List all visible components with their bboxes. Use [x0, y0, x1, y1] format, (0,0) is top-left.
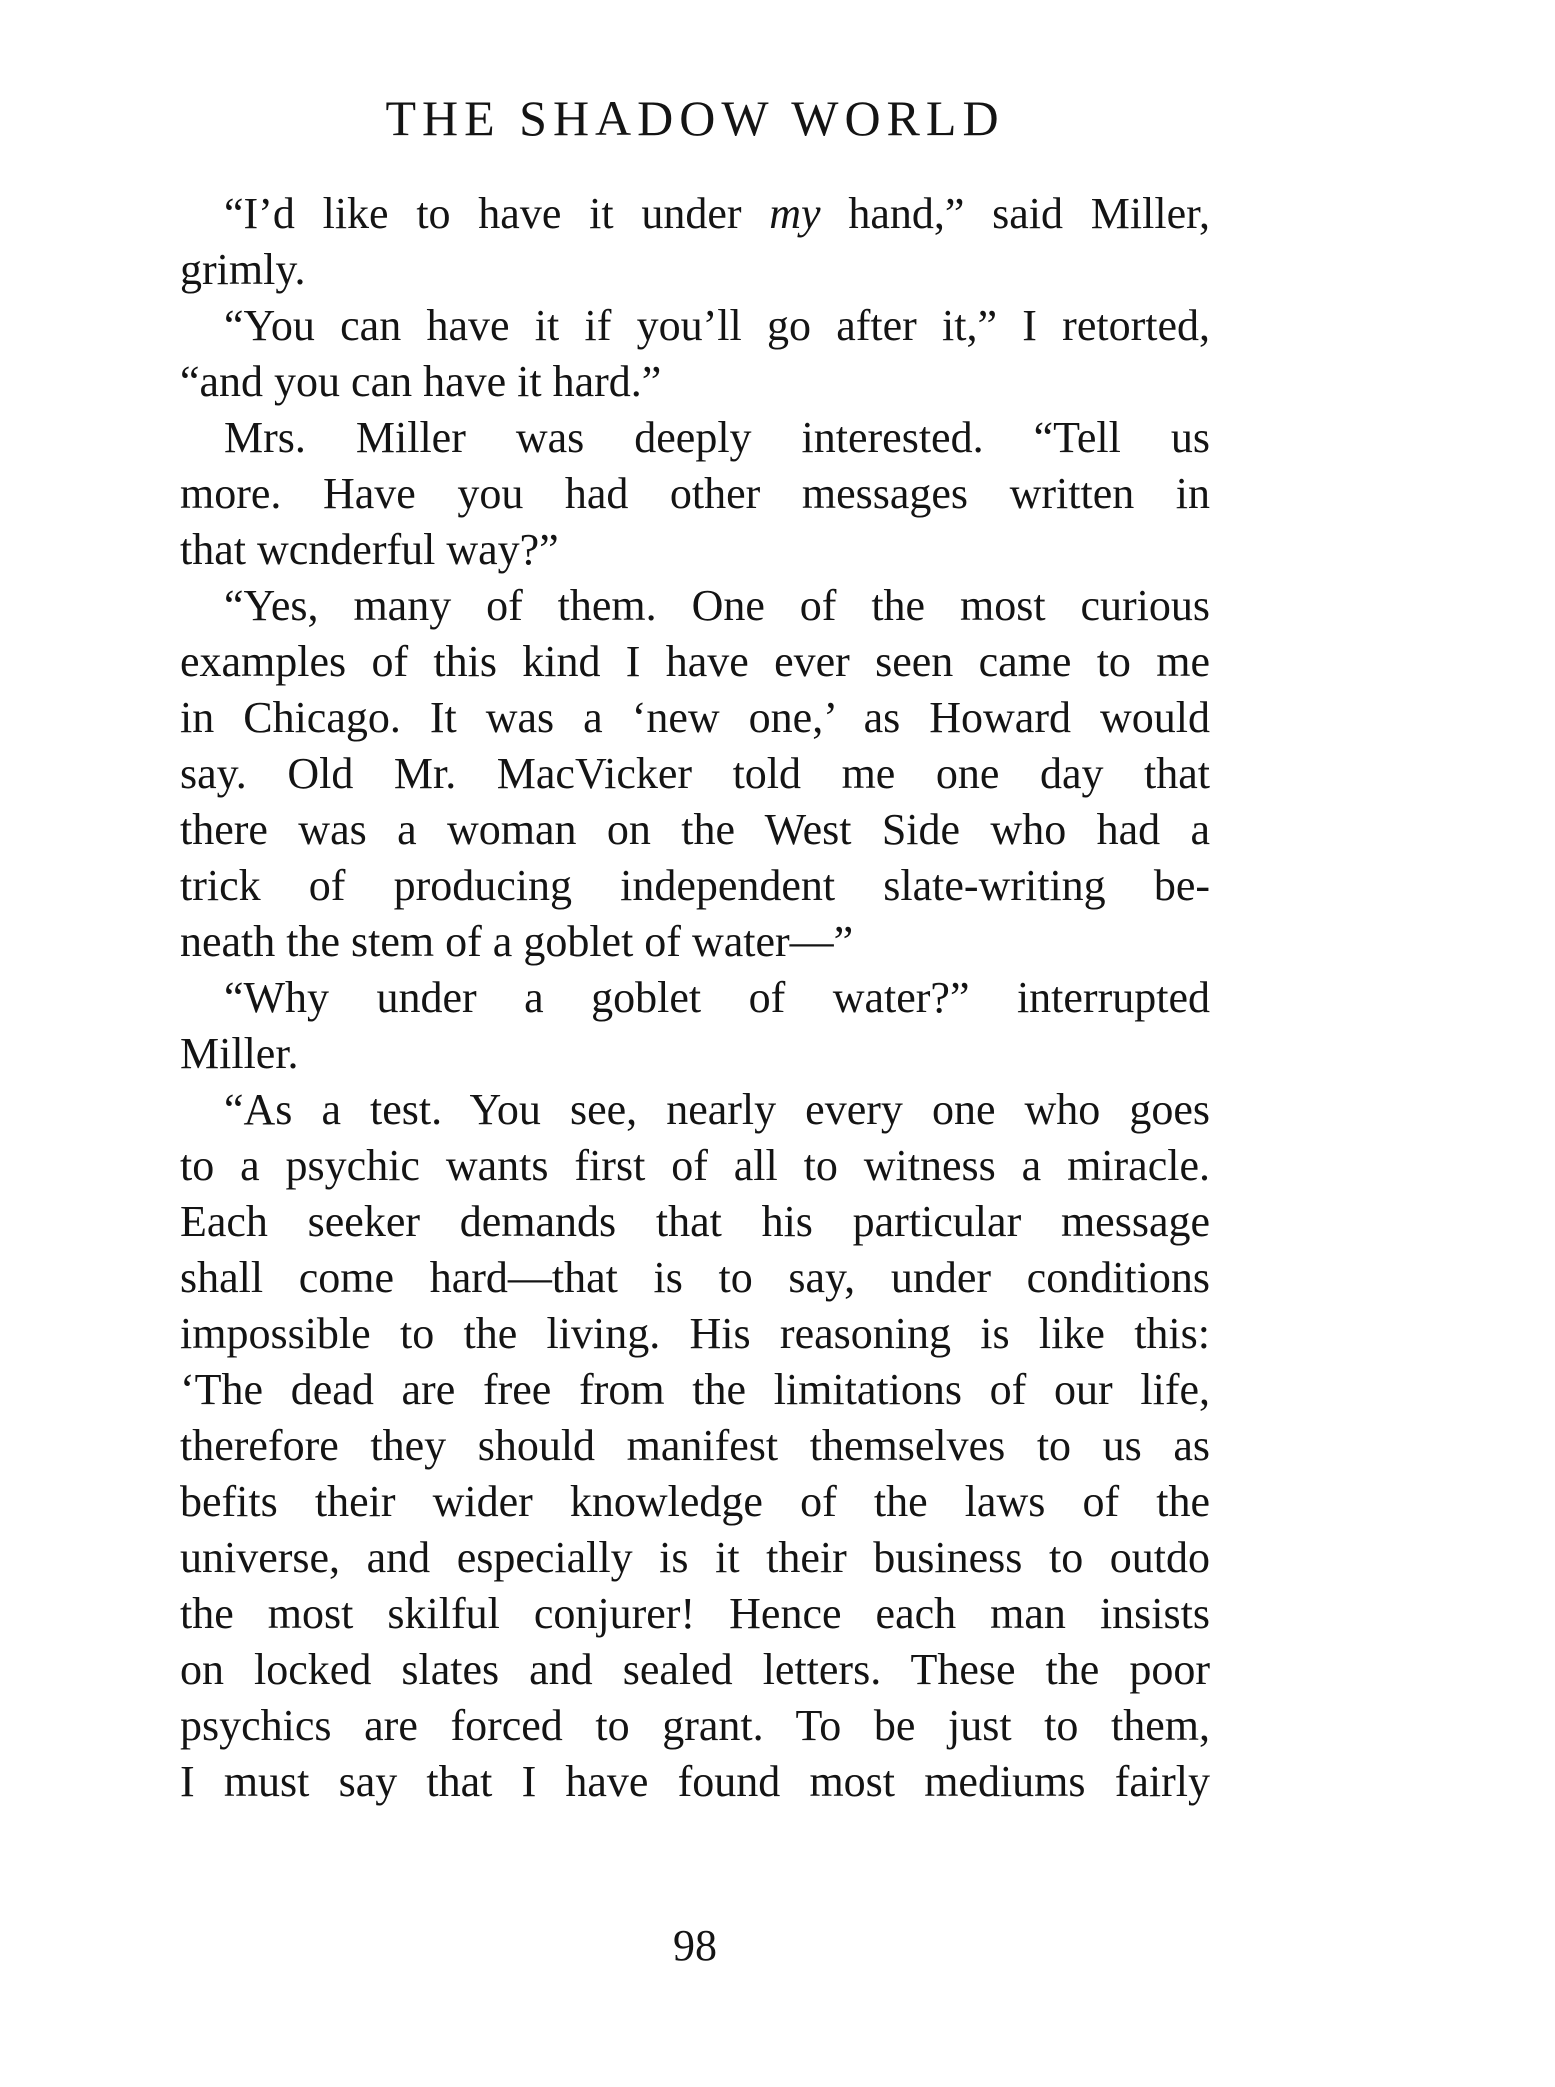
text-line: examples of this kind I have ever seen came to me	[180, 637, 1210, 686]
text-segment: “I’d like to have it under	[224, 189, 770, 238]
text-line: to a psychic wants first of all to witness a miracle.	[180, 1141, 1210, 1190]
text-line: impossible to the living. His reasoning is like this:	[180, 1309, 1210, 1358]
text-line: say. Old Mr. MacVicker told me one day that	[180, 749, 1210, 798]
text-line	[180, 186, 1210, 242]
text-line: the most skilful conjurer! Hence each man insists	[180, 1589, 1210, 1638]
text-line: shall come hard—that is to say, under conditions	[180, 1253, 1210, 1302]
text-line: Mrs. Miller was deeply interested. “Tell us	[224, 413, 1210, 462]
body-text	[180, 186, 1210, 1810]
text-line: that wcnderful way?”	[180, 525, 559, 574]
text-line: universe, and especially is it their business to outdo	[180, 1533, 1210, 1582]
text-line: “and you can have it hard.”	[180, 357, 662, 406]
text-line: neath the stem of a goblet of water—”	[180, 917, 854, 966]
text-line: trick of producing independent slate-writing be-	[180, 861, 1210, 910]
text-line: in Chicago. It was a ‘new one,’ as Howard would	[180, 693, 1210, 742]
text-line: ‘The dead are free from the limitations of our life,	[180, 1365, 1210, 1414]
italic-word: my	[769, 189, 821, 238]
text-line: on locked slates and sealed letters. These the poor	[180, 1645, 1210, 1694]
text-line: grimly.	[180, 245, 306, 294]
text-line: Miller.	[180, 1029, 299, 1078]
page-number: 98	[673, 1921, 717, 1970]
text-line: “Yes, many of them. One of the most curious	[224, 581, 1210, 630]
text-line: there was a woman on the West Side who had a	[180, 805, 1210, 854]
text-line: I must say that I have found most mediums fairly	[180, 1757, 1210, 1806]
text-line: “As a test. You see, nearly every one who goes	[224, 1085, 1210, 1134]
text-line: psychics are forced to grant. To be just to them,	[180, 1701, 1210, 1750]
text-line: Each seeker demands that his particular message	[180, 1197, 1210, 1246]
text-line: “You can have it if you’ll go after it,” I retorted,	[224, 301, 1210, 350]
text-line: befits their wider knowledge of the laws of the	[180, 1477, 1210, 1526]
text-line: therefore they should manifest themselves to us as	[180, 1421, 1210, 1470]
text-line: “Why under a goblet of water?” interrupted	[224, 973, 1210, 1022]
running-head: THE SHADOW WORLD	[385, 90, 1005, 146]
text-line: more. Have you had other messages written in	[180, 469, 1210, 518]
text-segment: hand,” said Miller,	[820, 189, 1210, 238]
